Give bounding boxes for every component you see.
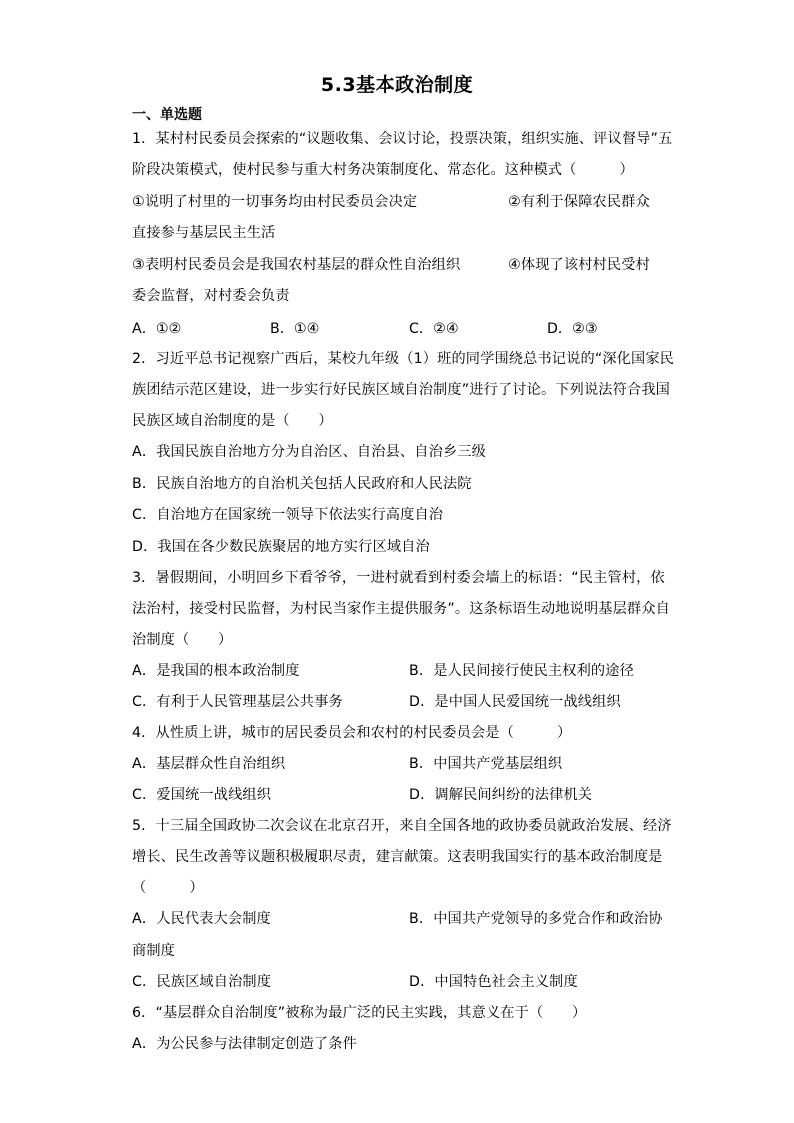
- q3-option-d: D．是中国人民爱国统一战线组织: [409, 694, 621, 710]
- q5-option-d: D．中国特色社会主义制度: [409, 974, 578, 990]
- q4-option-c: C．爱国统一战线组织: [132, 787, 272, 803]
- q1-item-4-continued: 委会监督，对村委会负责: [132, 288, 290, 304]
- q2-option-d: D．我国在各少数民族聚居的地方实行区域自治: [132, 539, 430, 555]
- q6-option-a: A．为公民参与法律制定创造了条件: [132, 1036, 357, 1052]
- q3-option-c: C．有利于人民管理基层公共事务: [132, 694, 343, 710]
- q4-stem-line-1: 4．从性质上讲，城市的居民委员会和农村的村民委员会是（ ）: [132, 725, 572, 741]
- q5-option-c: C．民族区域自治制度: [132, 974, 272, 990]
- q1-stem-line-2: 阶段决策模式，使村民参与重大村务决策制度化、常态化。这种模式（ ）: [132, 162, 634, 178]
- q1-item-2-continued: 直接参与基层民主生活: [132, 225, 276, 241]
- q1-option-d: D．②③: [547, 321, 598, 337]
- q1-item-2: ②有利于保障农民群众: [508, 194, 650, 210]
- q2-option-b: B．民族自治地方的自治机关包括人民政府和人民法院: [132, 476, 472, 492]
- q1-option-a: A．①②: [132, 321, 182, 337]
- q5-option-b-continued: 商制度: [132, 943, 176, 959]
- q1-item-4: ④体现了该村村民受村: [508, 257, 650, 273]
- q5-stem-line-1: 5．十三届全国政协二次会议在北京召开，来自全国各地的政协委员就政治发展、经济: [132, 818, 672, 834]
- q3-stem-line-2: 法治村，接受村民监督，为村民当家作主提供服务”。这条标语生动地说明基层群众自: [132, 601, 670, 617]
- q2-stem-line-1: 2．习近平总书记视察广西后，某校九年级（1）班的同学围绕总书记说的“深化国家民: [132, 351, 675, 367]
- q3-option-a: A．是我国的根本政治制度: [132, 663, 300, 679]
- q1-option-c: C．②④: [409, 321, 459, 337]
- q5-option-b: B．中国共产党领导的多党合作和政治协: [409, 911, 663, 927]
- q6-stem-line-1: 6．“基层群众自治制度”被称为最广泛的民主实践，其意义在于（ ）: [132, 1005, 587, 1021]
- q5-stem-line-2: 增长、民生改善等议题积极履职尽责，建言献策。这表明我国实行的基本政治制度是: [132, 849, 663, 865]
- q2-option-c: C．自治地方在国家统一领导下依法实行高度自治: [132, 507, 444, 523]
- q3-option-b: B．是人民间接行使民主权利的途径: [409, 663, 634, 679]
- q5-stem-line-3: （ ）: [132, 880, 204, 896]
- section-heading: 一、单选题: [132, 107, 202, 123]
- q1-item-3: ③表明村民委员会是我国农村基层的群众性自治组织: [132, 257, 461, 273]
- q1-item-1: ①说明了村里的一切事务均由村民委员会决定: [132, 194, 418, 210]
- q2-stem-line-2: 族团结示范区建设，进一步实行好民族区域自治制度”进行了讨论。下列说法符合我国: [132, 382, 670, 398]
- q2-option-a: A．我国民族自治地方分为自治区、自治县、自治乡三级: [132, 444, 486, 460]
- page-title: 5.3基本政治制度: [320, 74, 474, 96]
- q4-option-b: B．中国共产党基层组织: [409, 756, 563, 772]
- q3-stem-line-1: 3．暑假期间，小明回乡下看爷爷，一进村就看到村委会墙上的标语：“民主管村，依: [132, 570, 665, 586]
- q4-option-a: A．基层群众性自治组织: [132, 756, 286, 772]
- q1-stem-line-1: 1．某村村民委员会探索的“议题收集、会议讨论，投票决策，组织实施、评议督导”五: [132, 131, 673, 147]
- q3-stem-line-3: 治制度（ ）: [132, 632, 233, 648]
- q2-stem-line-3: 民族区域自治制度的是（ ）: [132, 413, 333, 429]
- q4-option-d: D．调解民间纠纷的法律机关: [409, 787, 593, 803]
- q5-option-a: A．人民代表大会制度: [132, 911, 271, 927]
- q1-option-b: B．①④: [270, 321, 320, 337]
